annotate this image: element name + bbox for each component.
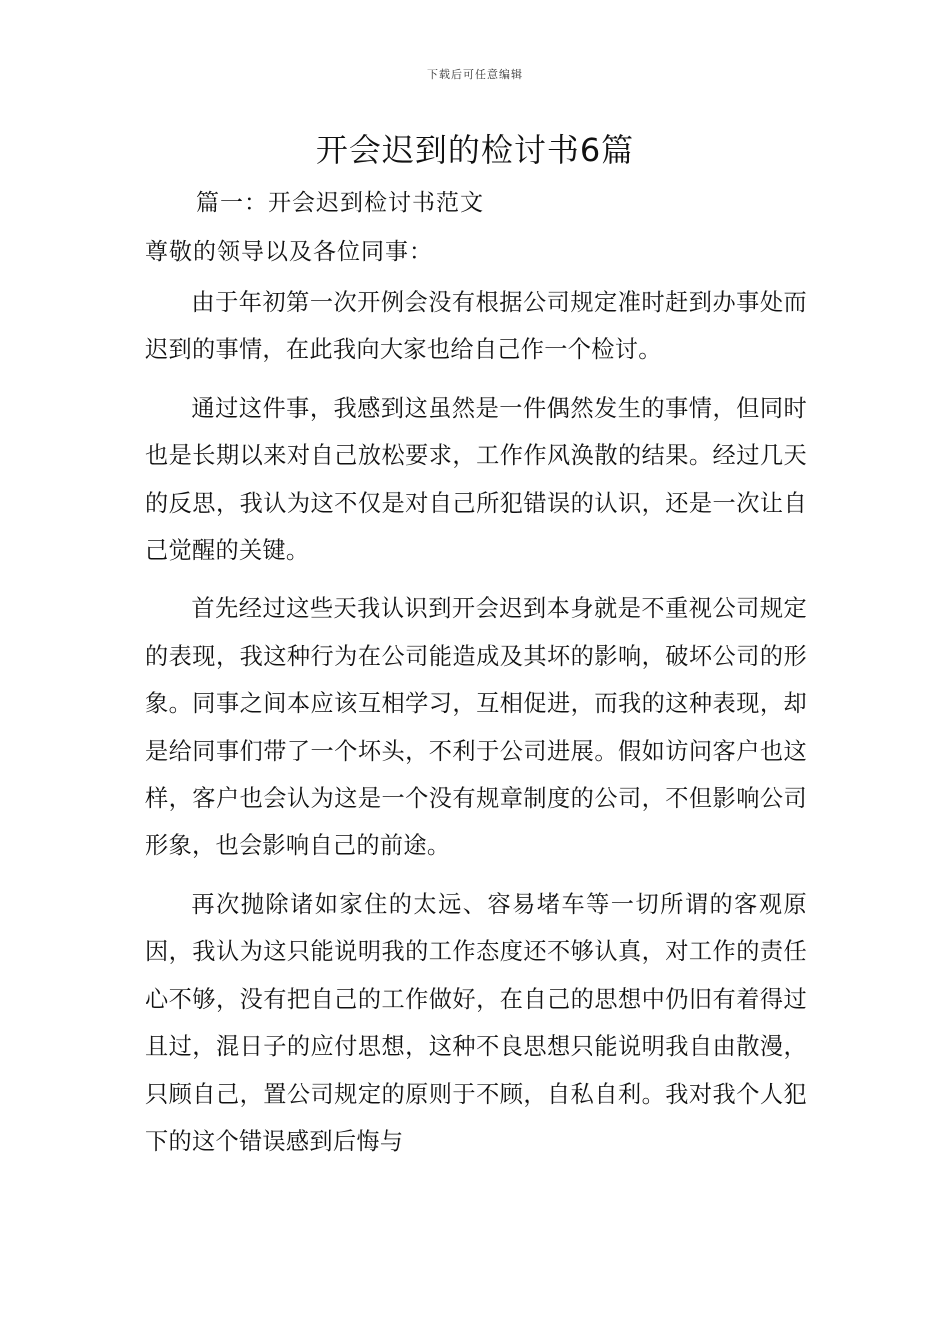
section-heading: 篇一：开会迟到检讨书范文 (196, 190, 484, 216)
paragraph: 通过这件事，我感到这虽然是一件偶然发生的事情，但同时也是长期以来对自己放松要求，工作作风涣散的结果。经过几天的反思，我认为这不仅是对自己所犯错误的认识，还是一次让自己觉醒的关键。 (145, 394, 807, 565)
paragraph: 由于年初第一次开例会没有根据公司规定准时赶到办事处而迟到的事情，在此我向大家也给自己作一个检讨。 (145, 289, 807, 364)
salutation: 尊敬的领导以及各位同事： (145, 239, 433, 265)
paragraph: 再次抛除诸如家住的太远、容易堵车等一切所谓的客观原因，我认为这只能说明我的工作态度还不够认真，对工作的责任心不够，没有把自己的工作做好，在自己的思想中仍旧有着得过且过，混日子的应付思想，这种不良思想只能说明我自由散漫，只顾自己，置公司规定的原则于不顾，自私自利。我对我个人犯下的这个错误感到后悔与 (145, 890, 807, 1155)
header-note: 下载后可任意编辑 (427, 68, 523, 81)
document-title: 开会迟到的检讨书6篇 (315, 131, 635, 169)
paragraph: 首先经过这些天我认识到开会迟到本身就是不重视公司规定的表现，我这种行为在公司能造成及其坏的影响，破坏公司的形象。同事之间本应该互相学习，互相促进，而我的这种表现，却是给同事们带了一个坏头，不利于公司进展。假如访问客户也这样，客户也会认为这是一个没有规章制度的公司，不但影响公司形象，也会影响自己的前途。 (145, 595, 807, 860)
body-text (145, 279, 807, 1176)
